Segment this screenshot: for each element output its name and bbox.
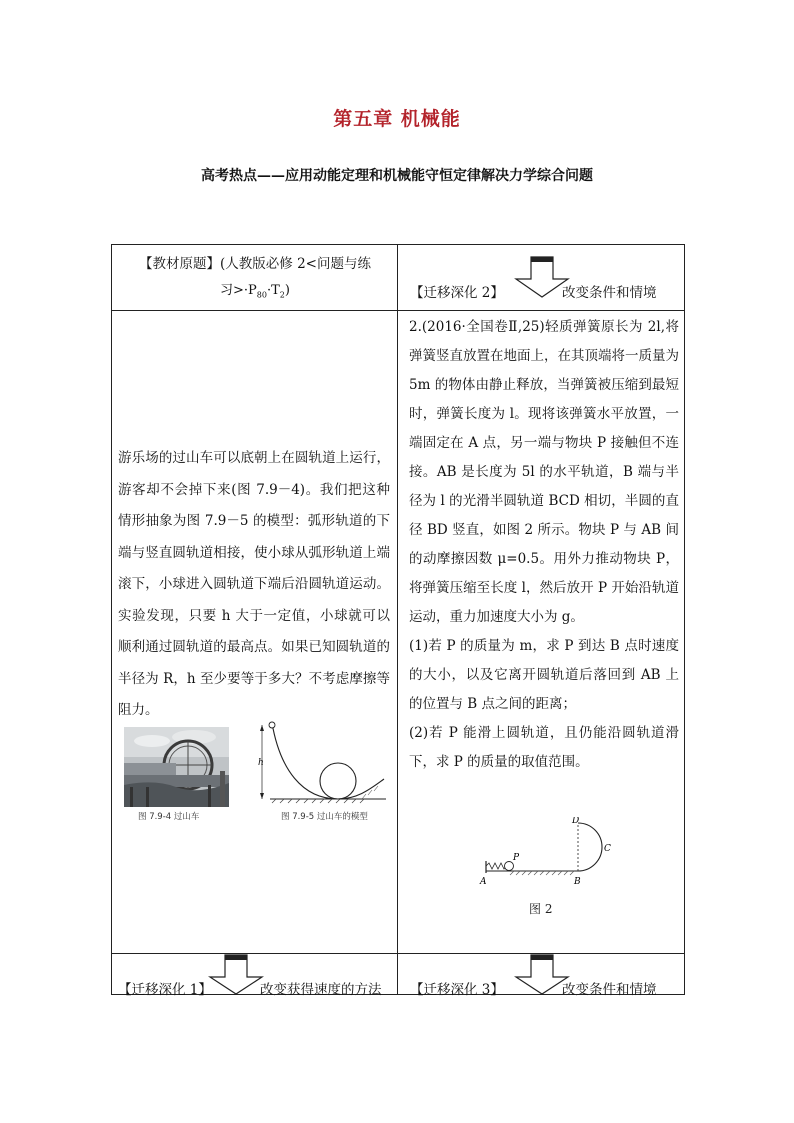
right-problem-stem: 2.(2016·全国卷Ⅱ,25)轻质弹簧原长为 2l,将弹簧竖直放置在地面上，在其顶端将一质量为 5m 的物体由静止释放，当弹簧被压缩到最短时，弹簧长度为 l。现将该弹簧水平放置，一端固定在 A 点，另一端与物块 P 接触但不连接。AB 是长度为 5l 的水平轨道，B 端与半径为 l 的光滑半圆轨道 BCD 相切，半圆的直径 BD 竖直，如图 2 所示。物块 P 与 AB 间的动摩擦因数 μ=0.5。用外力推动物块 P，将弹簧压缩至长度 l，然后放开 P 开始沿轨道运动，重力加速度大小为 g。 xyxy=(409,319,679,625)
right-question-1: (1)若 P 的质量为 m，求 P 到达 B 点时速度的大小，以及它离开圆轨道后落回到 AB 上的位置与 B 点之间的距离； xyxy=(409,638,679,712)
header-left-line2: 习$>\cdot P_{80}\cdot T_2$) xyxy=(220,283,290,300)
table-divider-header xyxy=(112,310,684,311)
header-right-label: 【迁移深化 2】 xyxy=(410,285,504,301)
left-problem-text: 游乐场的过山车可以底朝上在圆轨道上运行，游客却不会掉下来(图 7.9－4)。我们把这种情形抽象为图 7.9－5 的模型：弧形轨道的下端与竖直圆轨道相接，使小球从弧形轨道上端滚下，小球进入圆轨道下端后沿圆轨道运动。实验发现，只要 h 大于一定值，小球就可以顺利通过圆轨道的最高点。如果已知圆轨道的半径为 R，h 至少要等于多大？不考虑摩擦等阻力。 xyxy=(118,450,390,718)
down-arrow-icon xyxy=(208,954,264,996)
figure-2-caption: 图 2 xyxy=(529,902,553,916)
roller-coaster-model-diagram xyxy=(258,719,388,805)
figure-795-caption: 图 7.9-5 过山车的模型 xyxy=(281,812,368,822)
header-right-desc: 改变条件和情境 xyxy=(562,285,657,301)
footer-left-desc: 改变获得速度的方法 xyxy=(260,982,382,998)
right-question-2: (2)若 P 能滑上圆轨道，且仍能沿圆轨道滑下，求 P 的质量的取值范围。 xyxy=(409,725,679,770)
model-h-label: h xyxy=(258,758,264,768)
fig2-label-p: P xyxy=(513,853,520,863)
header-left-line1: 【教材原题】(人教版必修 2<问题与练 xyxy=(139,256,371,272)
fig2-label-a: A xyxy=(480,877,487,887)
roller-coaster-photo xyxy=(124,727,229,807)
footer-right-desc: 改变条件和情境 xyxy=(562,982,657,998)
fig2-label-d: D xyxy=(572,817,580,826)
chapter-title: 第五章 机械能 xyxy=(333,108,461,130)
footer-left-label: 【迁移深化 1】 xyxy=(118,982,212,998)
problem-table xyxy=(111,244,685,998)
figure-794-caption: 图 7.9-4 过山车 xyxy=(138,812,200,822)
figure-2-diagram xyxy=(474,817,614,889)
fig2-label-c: C xyxy=(604,844,611,854)
footer-right-label: 【迁移深化 3】 xyxy=(410,982,504,998)
table-divider-footer xyxy=(112,953,684,954)
page-subtitle: 高考热点——应用动能定理和机械能守恒定律解决力学综合问题 xyxy=(201,168,593,184)
table-divider-vertical xyxy=(397,245,398,994)
fig2-label-b: B xyxy=(574,877,581,887)
right-problem-text xyxy=(409,313,679,777)
